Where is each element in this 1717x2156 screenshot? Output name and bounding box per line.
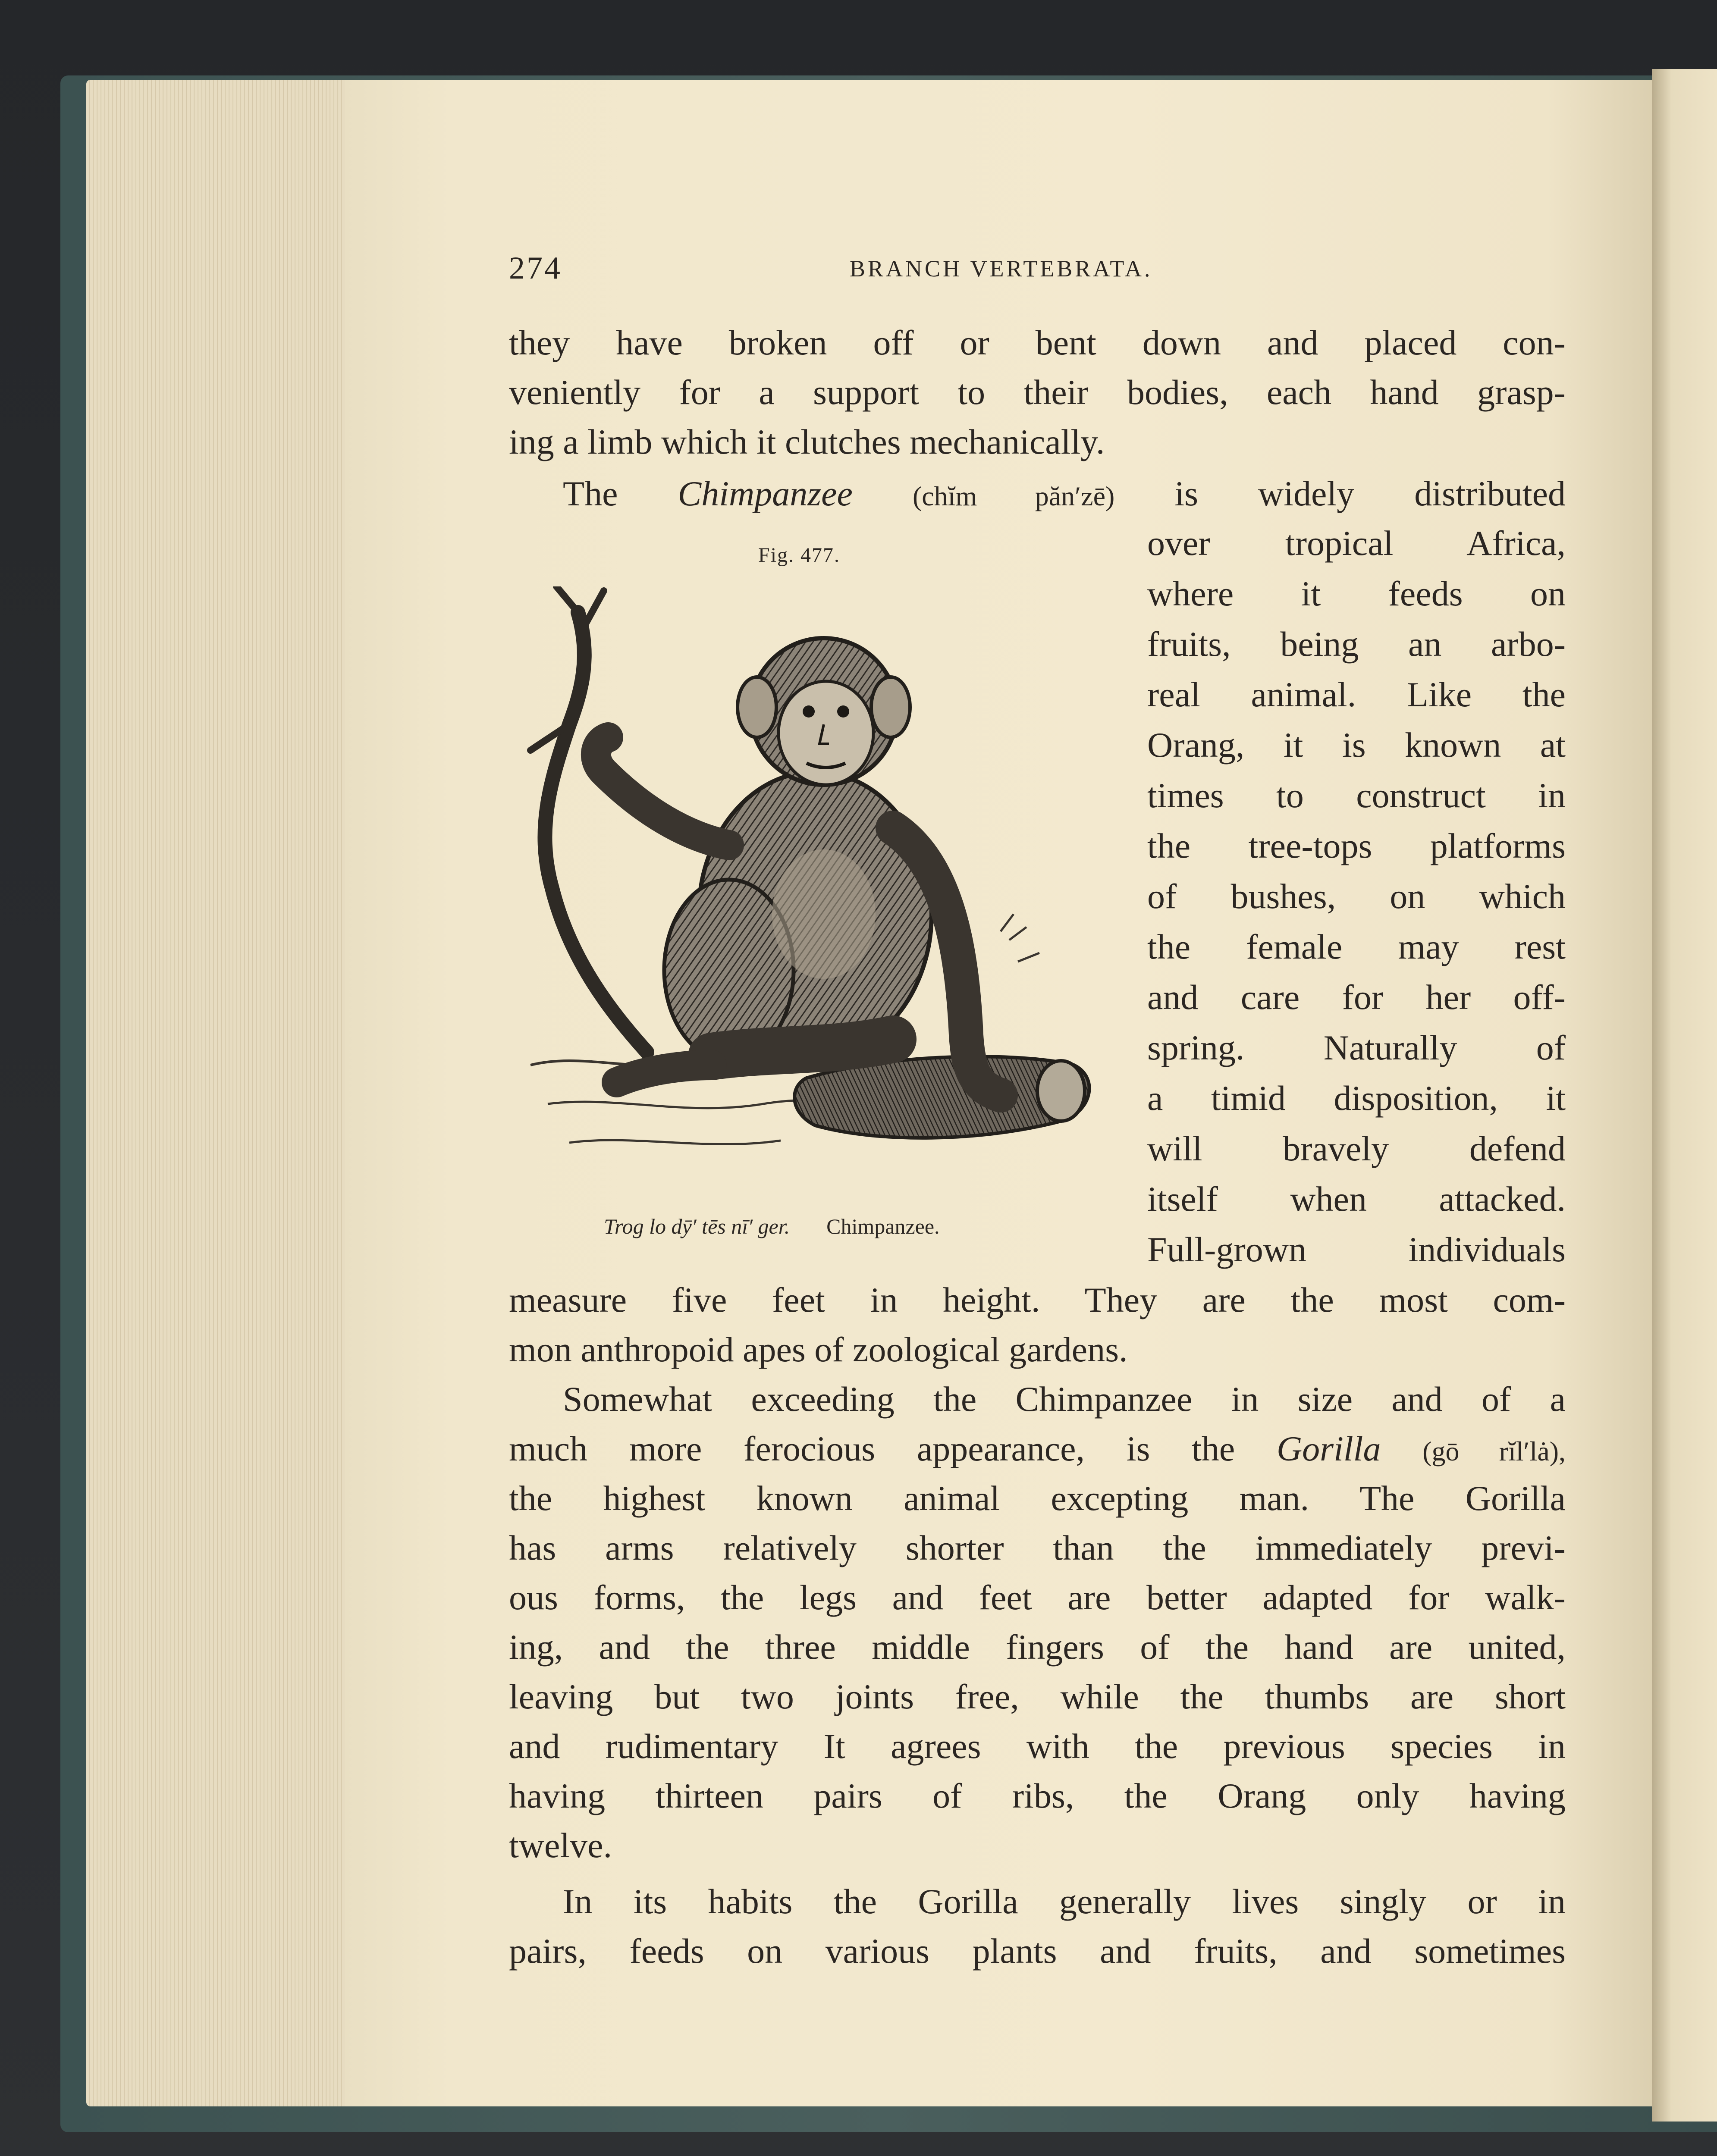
- figure-caption: [604, 1214, 940, 1239]
- text-line: has arms relatively shorter than the immediately previ-: [509, 1528, 1566, 1567]
- column-line: Orang, it is known at: [1147, 725, 1566, 765]
- text-line: they have broken off or bent down and placed con-: [509, 323, 1566, 362]
- page-header: [509, 250, 1566, 293]
- paragraph-lead-line: [563, 472, 1566, 515]
- column-line: spring. Naturally of: [1147, 1028, 1566, 1067]
- text-line: measure five feet in height. They are the most com-: [509, 1280, 1566, 1319]
- column-line: the female may rest: [1147, 927, 1566, 966]
- column-line: a timid disposition, it: [1147, 1078, 1566, 1118]
- text-line: ous forms, the legs and feet are better adapted for walk-: [509, 1578, 1566, 1617]
- column-line: where it feeds on: [1147, 574, 1566, 613]
- text-line: In its habits the Gorilla generally lives singly or in: [563, 1882, 1566, 1921]
- text-line: and rudimentary It agrees with the previous species in: [509, 1727, 1566, 1766]
- pronunciation: (chĭm păn′zē): [912, 481, 1115, 511]
- text-line: [509, 1427, 1566, 1470]
- chimpanzee-illustration: [505, 586, 1130, 1199]
- caption-common-name: Chimpanzee.: [826, 1214, 940, 1238]
- caption-latin-name: Trog lo dȳ′ tēs nī′ ger.: [604, 1214, 790, 1238]
- text-line: the highest known animal excepting man. The Gorilla: [509, 1479, 1566, 1518]
- text-line: pairs, feeds on various plants and fruits, and sometimes: [509, 1931, 1566, 1971]
- column-line: times to construct in: [1147, 776, 1566, 815]
- lead-word: The: [563, 474, 618, 513]
- text-line: mon anthropoid apes of zoological gardens.: [509, 1330, 1128, 1369]
- facing-page-edge: [1652, 69, 1717, 2122]
- lead-rest: is widely distributed: [1174, 474, 1566, 513]
- text-line: ing a limb which it clutches mechanically.: [509, 422, 1105, 461]
- text-run: much more ferocious appearance, is the: [509, 1429, 1235, 1468]
- column-line: fruits, being an arbo-: [1147, 624, 1566, 664]
- column-line: itself when attacked.: [1147, 1179, 1566, 1219]
- figure-chimpanzee: [505, 543, 1130, 1259]
- species-term: Gorilla: [1276, 1429, 1381, 1468]
- column-line: real animal. Like the: [1147, 675, 1566, 714]
- pronunciation: (gō rĭl′lȧ),: [1422, 1436, 1566, 1467]
- column-line: over tropical Africa,: [1147, 523, 1566, 563]
- column-line: Full-grown individuals: [1147, 1230, 1566, 1269]
- column-line: and care for her off-: [1147, 978, 1566, 1017]
- text-line: twelve.: [509, 1826, 612, 1865]
- text-line: ing, and the three middle fingers of the hand are united,: [509, 1627, 1566, 1667]
- column-line: will bravely defend: [1147, 1129, 1566, 1168]
- figure-label: Fig. 477.: [758, 544, 841, 567]
- text-line: Somewhat exceeding the Chimpanzee in size and of a: [563, 1379, 1566, 1419]
- running-head: BRANCH VERTEBRATA.: [850, 256, 1153, 282]
- text-line: veniently for a support to their bodies, each hand grasp-: [509, 373, 1566, 412]
- column-line: of bushes, on which: [1147, 877, 1566, 916]
- page-number: 274: [509, 251, 562, 286]
- column-line: the tree-tops platforms: [1147, 826, 1566, 865]
- species-term: Chimpanzee: [678, 474, 853, 513]
- text-line: having thirteen pairs of ribs, the Orang only having: [509, 1776, 1566, 1815]
- page-edges: [86, 80, 345, 2106]
- text-line: leaving but two joints free, while the thumbs are short: [509, 1677, 1566, 1716]
